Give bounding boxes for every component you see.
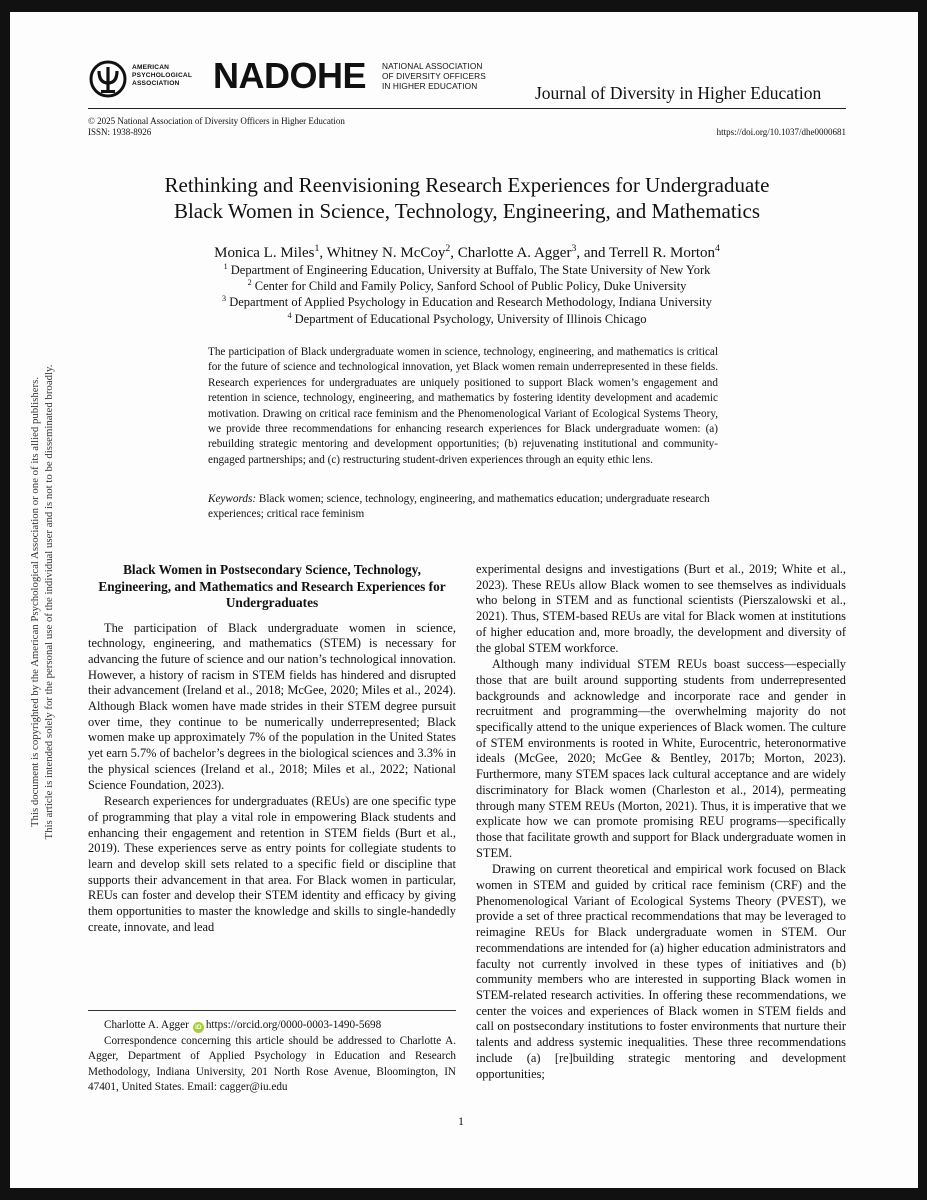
- orcid-link[interactable]: https://orcid.org/0000-0003-1490-5698: [205, 1019, 382, 1031]
- article-title: Rethinking and Reenvisioning Research Experiences for Undergraduate Black Women in Science, Technology, Engineering, and Mathematics: [164, 173, 770, 223]
- keywords: [208, 492, 718, 523]
- author-list: Monica L. Miles$^1$, Whitney N. McCoy$^2$, Charlotte A. Agger$^3$, and Terrell R. Morton$^4$: [214, 243, 720, 261]
- page-number: 1: [458, 1114, 464, 1128]
- orcid-icon: iD: [193, 1022, 204, 1033]
- paragraph: Drawing on current theoretical and empirical work focused on Black women in STEM and guided by critical race feminism (CRF) and the Phenomenological Variant of Ecological Systems Theory (PVEST), we provide a set of three practical recommendations that may be leveraged to reimagine REUs for Black undergraduate women in STEM. Our recommendations are intended for (a) higher education administrators and faculty not currently involved in these types of initiatives and (b) community members who are interested in supporting Black women in STEM-related research activities. In offering these recommendations, we center the voices and experiences of Black women in STEM fields and call on postsecondary institutions to foster environments that nurture their talents and address systemic inequalities. These three recommendations include (a) [re]building strategic mentoring and development opportunities;: [476, 862, 846, 1081]
- author-name: Whitney N. McCoy: [326, 245, 446, 261]
- apa-name: AMERICAN PSYCHOLOGICAL ASSOCIATION: [132, 64, 193, 88]
- affiliation: $^2$ Center for Child and Family Policy, Sanford School of Public Policy, Duke University: [247, 278, 687, 294]
- author-name: Terrell R. Morton: [608, 245, 715, 261]
- footnote-rule: [88, 1010, 456, 1011]
- affiliation: $^4$ Department of Educational Psychology, University of Illinois Chicago: [287, 310, 647, 326]
- author-name: Monica L. Miles: [214, 245, 315, 261]
- issn-line: ISSN: 1938-8926: [88, 127, 152, 137]
- paragraph: Although many individual STEM REUs boast success—especially those that are built around supporting students from underrepresented backgrounds and acknowledge and incorporate race and gender in recruitment and programming—the overwhelming majority do not specifically attend to the unique experiences of Black women. The culture of STEM environments is rooted in White, Eurocentric, heteronormative ideals (McGee, 2020; McGee & Bentley, 2017b; Morton, 2023). Furthermore, many STEM spaces lack cultural acceptance and are widely discriminatory for Black women (Charleston et al., 2014), permeating through many STEM REUs (Morton, 2021). Thus, it is imperative that we explicate how we can promote promising REU programs—specifically those that facilitate growth and support for Black undergraduate women in STEM.: [476, 657, 846, 860]
- keywords-text: Black women; science, technology, engineering, and mathematics education; undergraduate research experiences; critical race feminism: [208, 493, 710, 521]
- abstract: The participation of Black undergraduate women in science, technology, engineering, and mathematics is critical for the future of science and technological innovation, yet Black women remain underrepresented in these fields. Research experiences for undergraduates are uniquely positioned to support Black women’s engagement and retention in science, technology, engineering, and mathematics by fostering identity development and academic motivation. Drawing on critical race feminism and the Phenomenological Variant of Ecological Systems Theory, we provide three recommendations for enhancing research experiences for Black undergraduate women: (a) rebuilding strategic mentoring and development opportunities; (b) rejuvenating institutional and community-engaged partnerships; and (c) restructuring student-driven experiences through an equity ethic lens.: [208, 346, 718, 466]
- correspondence-note: Correspondence concerning this article should be addressed to Charlotte A. Agger, Department of Applied Psychology in Education and Research Methodology, Indiana University, 201 North Rose Avenue, Bloomington, IN 47401, United States. Email: cagger@iu.edu: [88, 1034, 456, 1094]
- footnote-author: Charlotte A. Agger: [104, 1019, 189, 1031]
- copyright-side-notice: This document is copyrighted by the American Psychological Association or one of its allied publishers. This article is intended solely for the personal use of the individual user and is not to be disseminated broadly.: [29, 364, 55, 840]
- doi-link[interactable]: https://doi.org/10.1037/dhe0000681: [716, 127, 846, 137]
- section-heading: Black Women in Postsecondary Science, Technology, Engineering, and Mathematics and Research Experiences for Undergraduates: [98, 562, 446, 610]
- nadohe-full-name: NATIONAL ASSOCIATION OF DIVERSITY OFFICERS IN HIGHER EDUCATION: [382, 61, 486, 91]
- body-column-left: [88, 562, 456, 937]
- paragraph: The participation of Black undergraduate women in science, technology, engineering, and mathematics (STEM) is necessary for advancing the future of science and our nation’s technological innovation. However, a history of racism in STEM fields has hindered and disrupted their advancement (Ireland et al., 2018; McGee, 2020; Miles et al., 2024). Although Black women have made strides in their STEM degree pursuit over time, they continue to be numerically underrepresented; Black women make up approximately 7% of the population in the United States yet earn 5.7% of bachelor’s degrees in the biological sciences and 3.3% in the physical sciences (Ireland et al., 2018; Miles et al., 2022; National Science Foundation, 2023).: [88, 620, 456, 792]
- journal-name: Journal of Diversity in Higher Education: [535, 83, 822, 103]
- orcid-row: [88, 1018, 456, 1034]
- nadohe-wordmark: NADOHE: [213, 55, 367, 96]
- header-rule: [88, 108, 846, 109]
- author-name: Charlotte A. Agger: [457, 245, 572, 261]
- copyright-line: © 2025 National Association of Diversity Officers in Higher Education: [88, 116, 345, 126]
- affiliation-list: [88, 262, 846, 327]
- apa-psi-icon: [88, 59, 128, 99]
- paragraph: experimental designs and investigations (Burt et al., 2019; White et al., 2023). These REUs allow Black women to see themselves as individuals who belong in STEM and as functional scientists (Pierszalowski et al., 2021). Thus, STEM-based REUs are vital for Black women at institutions of higher education and, more broadly, the development and diversity of the global STEM workforce.: [476, 562, 846, 655]
- affiliation: $^3$ Department of Applied Psychology in Education and Research Methodology, Indiana University: [222, 294, 712, 310]
- article-page: [10, 12, 918, 1188]
- footnote: [88, 1018, 456, 1096]
- affiliation: $^1$ Department of Engineering Education, University at Buffalo, The State University of New York: [223, 261, 711, 277]
- paragraph: Research experiences for undergraduates (REUs) are one specific type of programming that play a vital role in empowering Black students and enhancing their engagement and retention in STEM fields (Burt et al., 2019). These experiences serve as entry points for collegiate students to learn and develop skill sets related to a specific field or discipline that supports their advancement in that area. For Black women in particular, REUs can foster and develop their STEM identity and efficacy by giving them opportunities to master the knowledge and skills to single-handedly create, innovate, and lead: [88, 794, 456, 934]
- body-column-right: [476, 562, 846, 1083]
- keywords-label: Keywords:: [208, 493, 257, 505]
